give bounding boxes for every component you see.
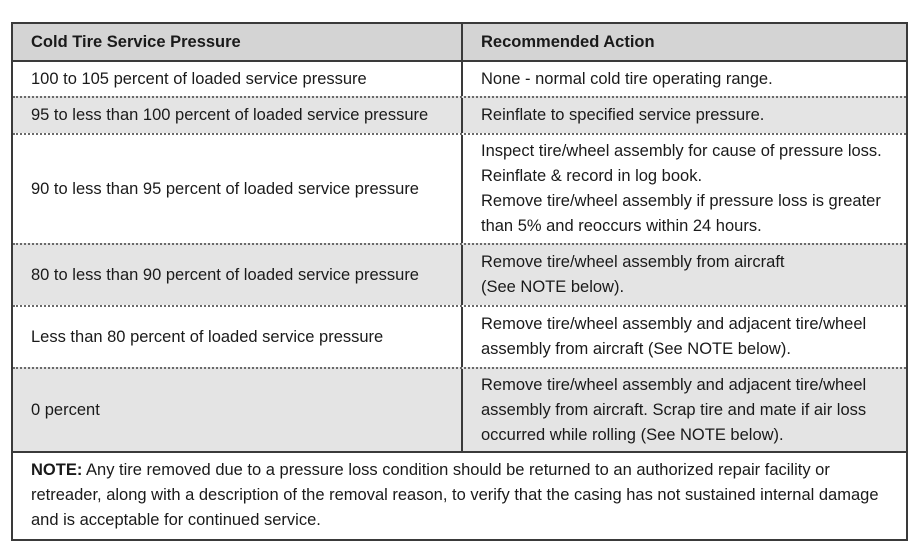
action-cell xyxy=(463,245,906,305)
action-line: Remove tire/wheel assembly if pressure loss is greater xyxy=(481,192,881,210)
action-line: assembly from aircraft (See NOTE below). xyxy=(481,340,791,358)
table-header-row xyxy=(13,24,906,62)
pressure-cell: 0 percent xyxy=(13,369,463,451)
table-row xyxy=(13,62,906,96)
action-line: Reinflate & record in log book. xyxy=(481,167,703,185)
action-line: Remove tire/wheel assembly and adjacent tire/wheel xyxy=(481,315,867,333)
action-cell xyxy=(463,369,906,451)
action-line: None - normal cold tire operating range. xyxy=(481,69,773,88)
action-line: Inspect tire/wheel assembly for cause of pressure loss. xyxy=(481,142,882,160)
table-row xyxy=(13,133,906,243)
pressure-cell: 90 to less than 95 percent of loaded service pressure xyxy=(13,135,463,243)
action-cell xyxy=(463,62,906,96)
action-line: than 5% and reoccurs within 24 hours. xyxy=(481,217,762,235)
action-line: occurred while rolling (See NOTE below). xyxy=(481,425,784,444)
action-line: Reinflate to specified service pressure. xyxy=(481,106,765,124)
action-cell xyxy=(463,307,906,367)
header-recommended-action: Recommended Action xyxy=(481,32,655,51)
pressure-cell: 100 to 105 percent of loaded service pressure xyxy=(13,62,463,96)
table-row xyxy=(13,243,906,305)
action-line: Remove tire/wheel assembly and adjacent tire/wheel xyxy=(481,375,867,394)
header-cold-tire-service-pressure: Cold Tire Service Pressure xyxy=(13,24,463,60)
note-label: NOTE: xyxy=(31,461,83,479)
action-line: assembly from aircraft. Scrap tire and mate if air loss xyxy=(481,400,867,419)
pressure-cell: 80 to less than 90 percent of loaded service pressure xyxy=(13,245,463,305)
pressure-cell: 95 to less than 100 percent of loaded service pressure xyxy=(13,98,463,133)
action-line: (See NOTE below). xyxy=(481,278,625,296)
action-line: Remove tire/wheel assembly from aircraft xyxy=(481,253,785,271)
table-row xyxy=(13,305,906,367)
tire-pressure-table xyxy=(11,22,908,541)
note-text: Any tire removed due to a pressure loss condition should be returned to an authorized repair facility or retreader, along with a description of the removal reason, to verify that the casing has not sustained internal damage and is acceptable for continued service. xyxy=(31,461,879,529)
pressure-cell: Less than 80 percent of loaded service pressure xyxy=(13,307,463,367)
action-cell xyxy=(463,98,906,133)
action-cell xyxy=(463,135,906,243)
table-row xyxy=(13,367,906,451)
table-row xyxy=(13,96,906,133)
note-row xyxy=(13,451,906,539)
